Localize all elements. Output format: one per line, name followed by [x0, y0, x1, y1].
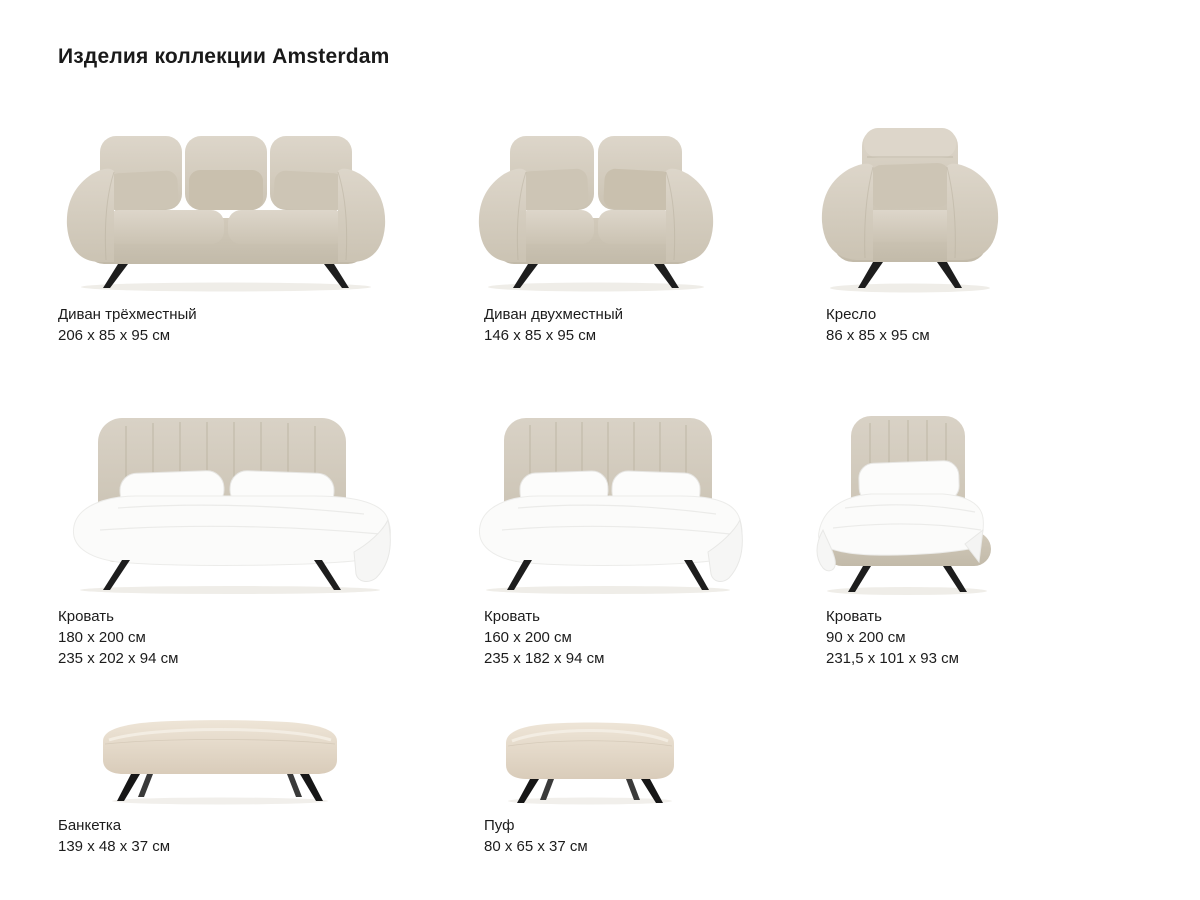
product-frame-dimensions: 235 x 182 x 94 см [484, 650, 605, 667]
product-card-bed-180[interactable] [58, 404, 484, 669]
products-row-bench-pouf [58, 713, 1142, 857]
product-dimensions: 90 x 200 см [826, 629, 906, 646]
product-name: Диван двухместный [484, 306, 623, 323]
product-frame-dimensions: 231,5 x 101 x 93 см [826, 650, 959, 667]
product-card-bed-90[interactable] [826, 404, 1142, 669]
pouf-image [500, 713, 826, 805]
products-row-beds [58, 404, 1142, 669]
product-name: Диван трёхместный [58, 306, 197, 323]
product-dimensions: 86 x 85 x 95 см [826, 327, 930, 344]
product-card-bed-160[interactable] [484, 404, 826, 669]
product-name: Кровать [484, 608, 540, 625]
product-dimensions: 206 x 85 x 95 см [58, 327, 171, 344]
bench-image [95, 713, 484, 805]
page-title: Изделия коллекции Amsterdam [58, 45, 390, 68]
products-row-sofas [58, 126, 1142, 346]
product-card-sofa-three-seat[interactable] [58, 126, 484, 346]
sofa-three-seat-image [58, 126, 484, 294]
bed-160-image [468, 404, 826, 596]
sofa-two-seat-image [470, 126, 826, 294]
product-name: Кресло [826, 306, 877, 323]
bed-180-image [58, 404, 484, 596]
product-card-pouf[interactable] [484, 713, 826, 857]
product-name: Пуф [484, 817, 515, 834]
product-name: Кровать [826, 608, 882, 625]
product-name: Кровать [58, 608, 114, 625]
product-dimensions: 80 x 65 x 37 см [484, 838, 588, 855]
product-frame-dimensions: 235 x 202 x 94 см [58, 650, 179, 667]
bed-90-image [815, 404, 1142, 596]
product-name: Банкетка [58, 817, 122, 834]
product-card-bench[interactable] [58, 713, 484, 857]
armchair-image [815, 126, 1142, 294]
product-dimensions: 160 x 200 см [484, 629, 572, 646]
product-card-sofa-two-seat[interactable] [484, 126, 826, 346]
product-dimensions: 180 x 200 см [58, 629, 146, 646]
product-dimensions: 146 x 85 x 95 см [484, 327, 597, 344]
product-card-armchair[interactable] [826, 126, 1142, 346]
product-dimensions: 139 x 48 x 37 см [58, 838, 171, 855]
